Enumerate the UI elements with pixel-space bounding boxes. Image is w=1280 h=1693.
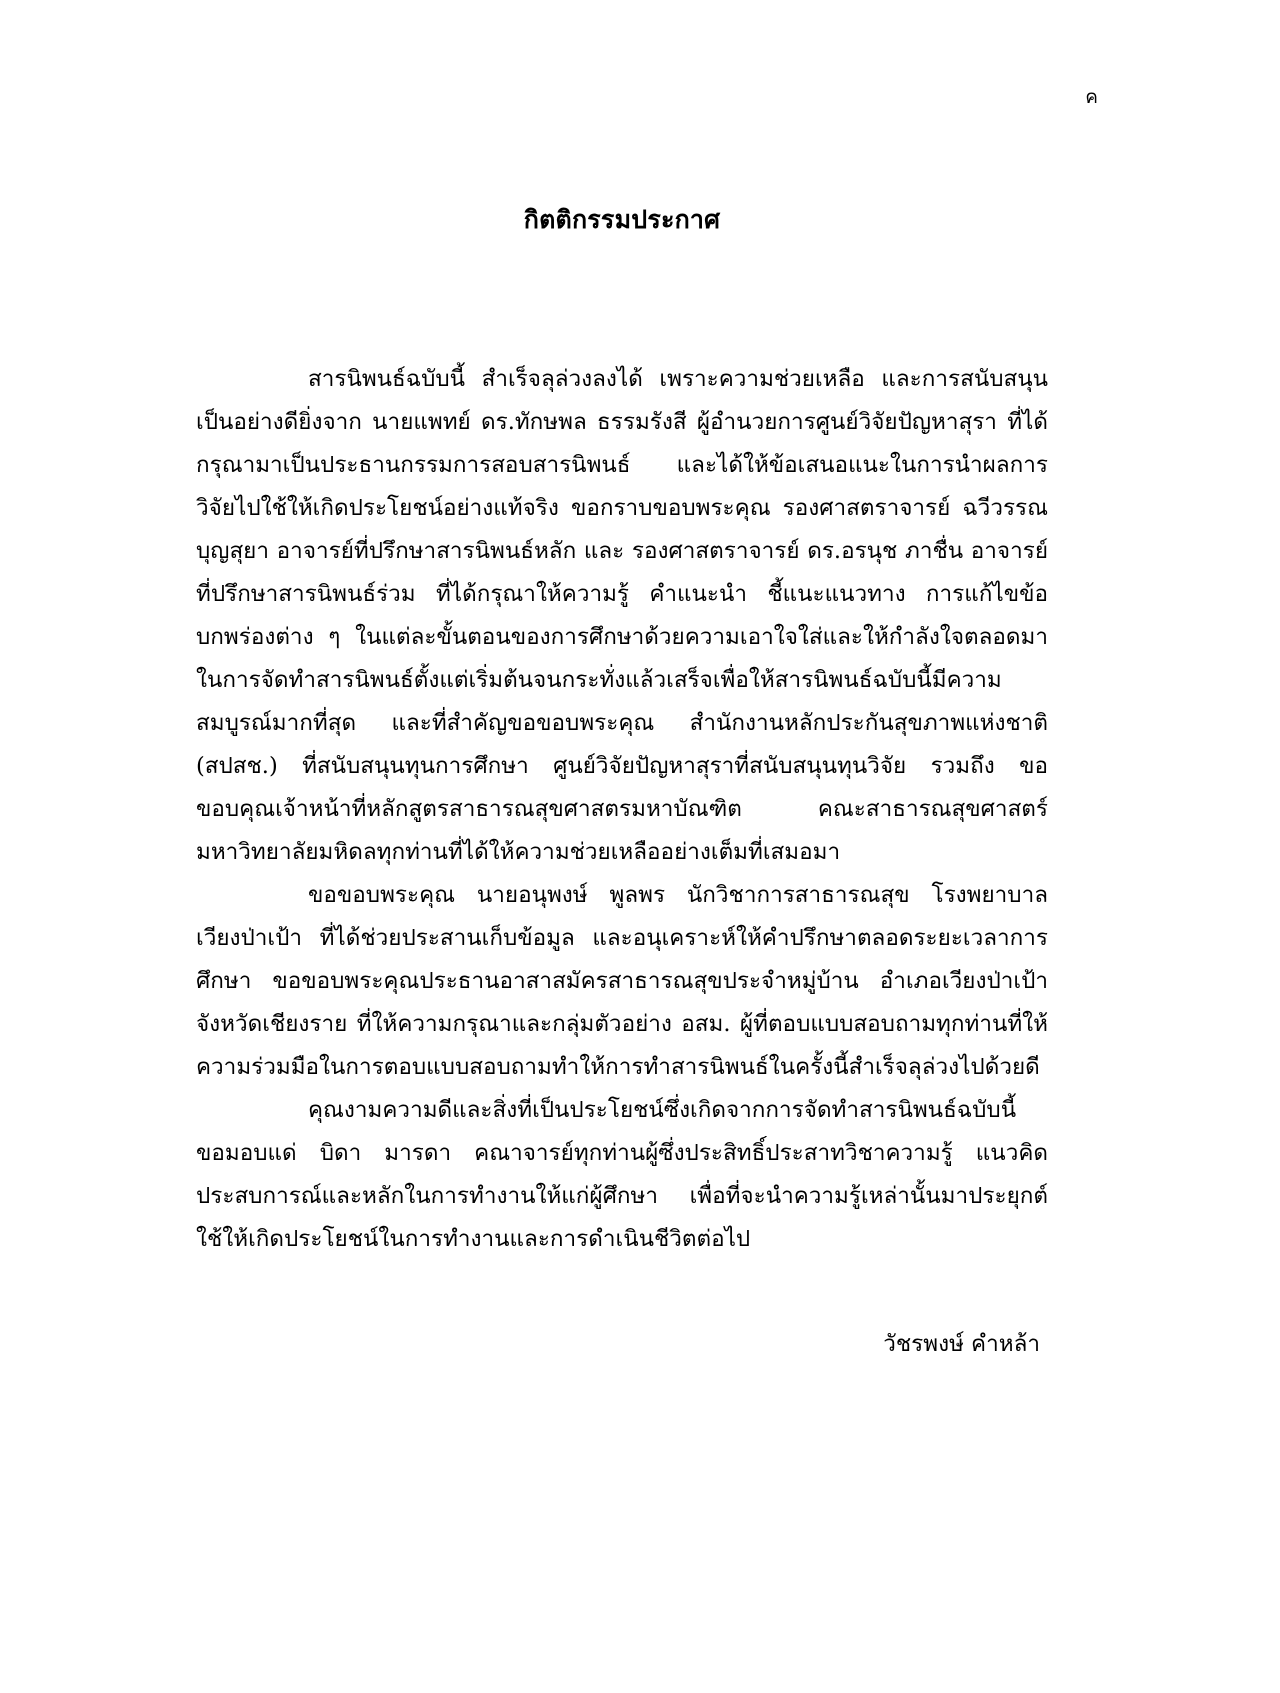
acknowledgement-paragraph-3: คุณงามความดีและสิ่งที่เป็นประโยชน์ซึ่งเกิดจากการจัดทำสารนิพนธ์ฉบับนี้ ขอมอบแด่ บิดา มารดา คณาจารย์ทุกท่านผู้ซึ่งประสิทธิ์ประสาทวิชาความรู้ แนวคิดประสบการณ์และหลักในการทำงานให้แก่ผู้ศึกษา เพื่อที่จะนำความรู้เหล่านั้นมาประยุกต์ใช้ให้เกิดประโยชน์ในการทำงานและการดำเนินชีวิตต่อไป	[196, 1097, 1048, 1252]
page-number: ค	[1085, 86, 1098, 108]
author-signature: วัชรพงษ์ คำหล้า	[883, 1331, 1040, 1357]
page-title: กิตติกรรมประกาศ	[523, 205, 721, 234]
acknowledgement-paragraph-2: ขอขอบพระคุณ นายอนุพงษ์ พูลพร นักวิชาการสาธารณสุข โรงพยาบาลเวียงป่าเป้า ที่ได้ช่วยประสานเก็บข้อมูล และอนุเคราะห์ให้คำปรึกษาตลอดระยะเวลาการศึกษา ขอขอบพระคุณประธานอาสาสมัครสาธารณสุขประจำหมู่บ้าน อำเภอเวียงป่าเป้า จังหวัดเชียงราย ที่ให้ความกรุณาและกลุ่มตัวอย่าง อสม. ผู้ที่ตอบแบบสอบถามทุกท่านที่ให้ความร่วมมือในการตอบแบบสอบถามทำให้การทำสารนิพนธ์ในครั้งนี้สำเร็จลุล่วงไปด้วยดี	[196, 882, 1048, 1080]
acknowledgement-paragraph-1: สารนิพนธ์ฉบับนี้ สำเร็จลุล่วงลงได้ เพราะความช่วยเหลือ และการสนับสนุนเป็นอย่างดียิ่งจาก นายแพทย์ ดร.ทักษพล ธรรมรังสี ผู้อำนวยการศูนย์วิจัยปัญหาสุรา ที่ได้กรุณามาเป็นประธานกรรมการสอบสารนิพนธ์ และได้ให้ข้อเสนอแนะในการนำผลการวิจัยไปใช้ให้เกิดประโยชน์อย่างแท้จริง ขอกราบขอบพระคุณ รองศาสตราจารย์ ฉวีวรรณ บุญสุยา อาจารย์ที่ปรึกษาสารนิพนธ์หลัก และ รองศาสตราจารย์ ดร.อรนุช ภาชื่น อาจารย์ที่ปรึกษาสารนิพนธ์ร่วม ที่ได้กรุณาให้ความรู้ คำแนะนำ ชี้แนะแนวทาง การแก้ไขข้อบกพร่องต่าง ๆ ในแต่ละขั้นตอนของการศึกษาด้วยความเอาใจใส่และให้กำลังใจตลอดมา ในการจัดทำสารนิพนธ์ตั้งแต่เริ่มต้นจนกระทั่งแล้วเสร็จเพื่อให้สารนิพนธ์ฉบับนี้มีความสมบูรณ์มากที่สุด และที่สำคัญขอขอบพระคุณ สำนักงานหลักประกันสุขภาพแห่งชาติ (สปสช.) ที่สนับสนุนทุนการศึกษา ศูนย์วิจัยปัญหาสุราที่สนับสนุนทุนวิจัย รวมถึง ขอขอบคุณเจ้าหน้าที่หลักสูตรสาธารณสุขศาสตรมหาบัณฑิต คณะสาธารณสุขศาสตร์มหาวิทยาลัยมหิดลทุกท่านที่ได้ให้ความช่วยเหลืออย่างเต็มที่เสมอมา	[196, 366, 1048, 865]
document-body	[196, 200, 1048, 1366]
